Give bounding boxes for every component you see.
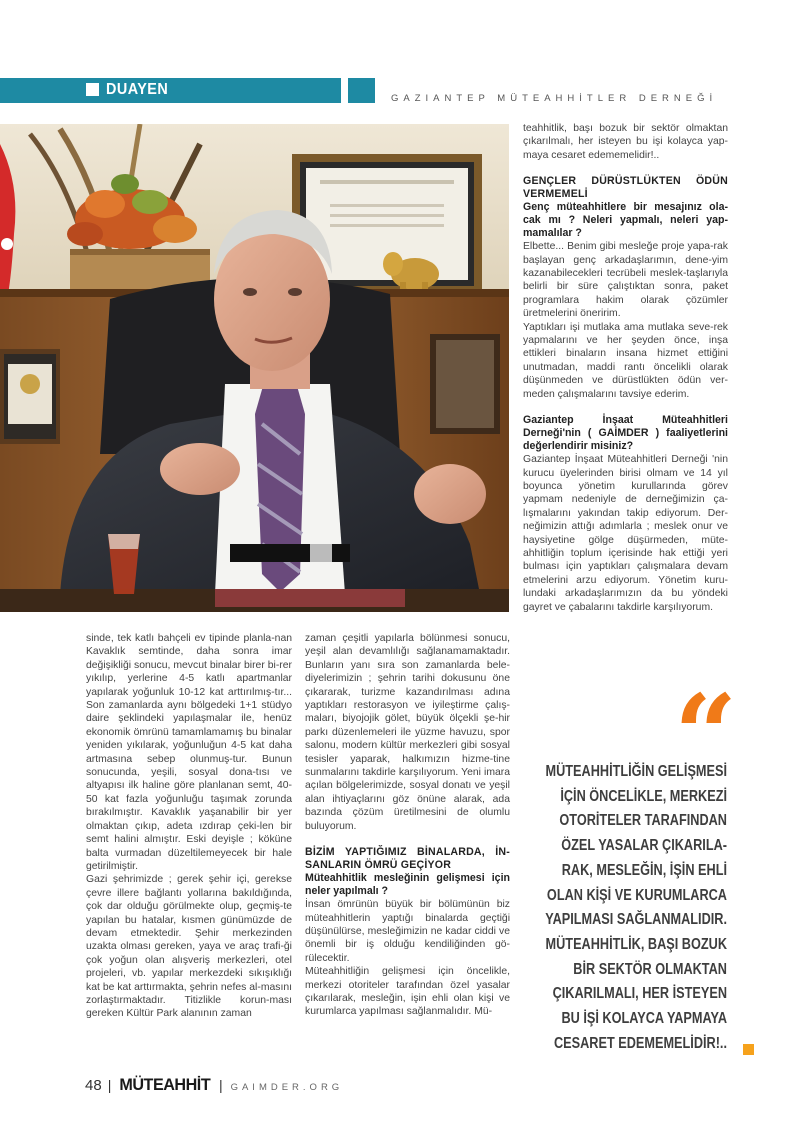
magazine-logo: MÜTEAHHİT	[119, 1075, 211, 1094]
pull-quote-line: İÇİN ÖNCELİKLE, MERKEZİ	[560, 787, 727, 805]
paragraph-gap	[523, 401, 728, 414]
pull-quote	[529, 760, 727, 1056]
section-header-bar	[0, 78, 341, 103]
article-column-3	[523, 122, 728, 614]
interview-photo	[0, 124, 509, 612]
section-marker-square	[86, 83, 99, 96]
article-paragraph: zaman çeşitli yapılarla bölünmesi sonucu, yeşil alan devamlılığı sağlanamamaktadır. Bunların yanı sıra son zamanlarda bele-diyelerimizin ; şehrin tarihi dokusunu öne çıkararak, turizme kazandırılması adına yaptıkları restorasyon ve iyileştirme çalış-maları, biyojojik gölet, büyük ölçekli şe-hir parkı düzenlemeleri ile yüzme havuzu, spor salonu, modern kültür merkezleri gibi sosyal tesisler yaparak, halkımızın hizme-tine sunmalarını takdirle karşılıyorum. Yeni imara açılan bölgelerimizde, sosyal donatı ve yeşil alan ihtiyaçlarını göz önüne alarak, ada bazında çözüm üretilmesini de olumlu buluyorum.	[305, 633, 510, 832]
end-marker-square	[743, 1044, 754, 1055]
article-paragraph: sinde, tek katlı bahçeli ev tipinde planla-nan Kavaklık semtinde, daha sonra imar değişikliği sonucu, mevcut binalar birer bi-rer yıkılıp, yerlerine 4-5 katlı apartmanlar yapılarak yoğunluk 10-12 kat arttırılmış-tır... Son zamanlarda aynı bölgedeki 1+1 stüdyo daire şeklindeki yapılaşmalar ile, henüz ekonomik ömrünü tamamlamamış bu binalar yeniden yıkılarak, yoğunluğun 4-5 kat daha artmasına sebep olunmuş-tur. Bunun sonucunda, yeşili, sosyal dona-tısı ve altyapısı ilk haline göre planlanan semt, 40-50 kat fazla yoğunluğu taşımak zorunda bırakılmıştır. Kavaklık yaşanabilir bir yer olmaktan çıkıp, adeta ızdırap çeki-len bir semt halini almıştır. Eski deyişle ; köküne balta vurmadan düzeltilemeyecek bir hale getirilmiştir.	[86, 633, 292, 872]
quote-mark-icon: “	[674, 670, 738, 799]
footer-separator: |	[107, 1077, 112, 1093]
article-paragraph: teahhitlik, başı bozuk bir sektör olmaktan çıkarılmalı, her isteyen bu işi kolayca yap-maya cesaret edememelidir!..	[523, 123, 728, 161]
pull-quote-line: BİR SEKTÖR OLMAKTAN	[573, 960, 727, 978]
website-url: GAIMDER.ORG	[230, 1082, 344, 1093]
interview-question: Müteahhitlik mesleğinin gelişmesi için neler yapılmalı ?	[305, 872, 510, 898]
article-paragraph: İnsan ömrünün büyük bir bölümünün biz müteahhitlerin yaptığı binalarda geçtiği düşünülürse, mesleğimizin ne kadar ciddi ve önemli bir iş olduğu kendiliğinden gö-rülecektir.	[305, 899, 510, 964]
paragraph-gap	[305, 833, 510, 846]
publication-name: GAZIANTEP MÜTEAHHİTLER DERNEĞİ	[391, 93, 718, 104]
subheading: BİZİM YAPTIĞIMIZ BİNALARDA, İN-SANLARIN ÖMRÜ GEÇİYOR	[305, 846, 510, 872]
interview-question: Genç müteahhitlere bir mesajınız ola-cak mı ? Neleri yapmalı, neleri yap-mamalılar ?	[523, 201, 728, 240]
article-paragraph: Yaptıkları işi mutlaka ama mutlaka seve-rek yapmalarını ve her şeyden önce, inşa ettikleri binaların insana hizmet ettiğini unutmadan, maddi rantı öncelikli olarak düşünmeden ve dürüstlükten ödün ver-meden çalışmalarını tavsiye ederim.	[523, 321, 728, 400]
interview-question: Gaziantep İnşaat Müteahhitleri Derneği'nin ( GAİMDER ) faaliyetlerini değerlendirir misiniz?	[523, 414, 728, 453]
pull-quote-line: CESARET EDEMEMELİDİR!..	[553, 1034, 727, 1052]
article-paragraph: Elbette... Benim gibi mesleğe proje yapa-rak başlayan genç arkadaşlarımın, dene-yim kazanabilecekleri tecrübeli meslek-taşlarıyla belirli bir süre çalıştıktan sonra, paket programlara hakim olarak çözümler üretmelerini öneririm.	[523, 241, 728, 320]
pull-quote-line: OLAN KİŞİ VE KURUMLARCA	[546, 886, 727, 904]
pull-quote-line: ÇIKARILMALI, HER İSTEYEN	[552, 985, 727, 1003]
subheading: GENÇLER DÜRÜSTLÜKTEN ÖDÜN VERMEMELİ	[523, 175, 728, 201]
page-footer	[85, 1075, 343, 1095]
pull-quote-line: OTORİTELER TARAFINDAN	[559, 812, 727, 830]
pull-quote-line: RAK, MESLEĞİN, İŞİN EHLİ	[561, 861, 727, 879]
page-number: 48	[85, 1077, 102, 1094]
article-paragraph: Müteahhitliğin gelişmesi için öncelikle, merkezi otoriteler tarafından özel yasalar çıkarılarak, mesleğin, işin ehli olan kişi ve kurumlarca yapılması sağlanmalıdır. Mü-	[305, 966, 510, 1018]
article-column-1	[86, 632, 292, 1021]
section-title: DUAYEN	[106, 81, 169, 98]
article-column-2	[305, 632, 510, 1019]
article-paragraph: Gaziantep İnşaat Müteahhitleri Derneği 'nin kurucu üyelerinden birisi olmam ve 14 yıl boyunca yönetim kurullarında görev yapmam nedeniyle de derneğimizin ça-lışmalarını yakından takip ediyorum. Der-neğimizin attığı adımlarla ; meslek onur ve haysiyetine gölge düşürmeden, müte-ahhitliğin toplum içerisinde hak ettiği yeri bulması için yaptıkları çalışmalara devam etmelerini arzu ediyorum. Yönetim kuru-lundaki arkadaşlarımızın da bu yöndeki gayret ve çabalarını takdirle karşılıyorum.	[523, 454, 728, 613]
pull-quote-line: ÖZEL YASALAR ÇIKARILA-	[561, 837, 727, 855]
pull-quote-line: MÜTEAHHİTLİĞİN GELİŞMESİ	[545, 763, 727, 780]
article-paragraph: Gazi şehrimizde ; gerek şehir içi, gerekse çevre illere bağlantı yollarına bakıldığında, çok dar olduğu görülmekte olup, geçmiş-te yapılan bu hatalar, kısmen günümüzde de devam etmektedir. Şehir merkezinden uzakta olması gereken, yaya ve araç trafi-ği çok yoğun olan alışveriş merkezleri, otel projeleri, vb. yapılar merkezdeki sıkışıklığı kat be kat arttırmakta, şehrin nefes al-masını zorlaştırmaktadır. Titizlikle korun-ması gereken Kültür Park alanının zaman	[86, 874, 292, 1020]
pull-quote-line: MÜTEAHHİTLİK, BAŞI BOZUK	[545, 935, 727, 953]
header-accent-block	[348, 78, 375, 103]
footer-separator: |	[218, 1077, 223, 1093]
paragraph-gap	[523, 162, 728, 175]
pull-quote-line: BU İŞİ KOLAYCA YAPMAYA	[561, 1010, 727, 1028]
pull-quote-line: YAPILMASI SAĞLANMALIDIR.	[545, 911, 727, 929]
interview-photo-illustration	[0, 124, 509, 612]
